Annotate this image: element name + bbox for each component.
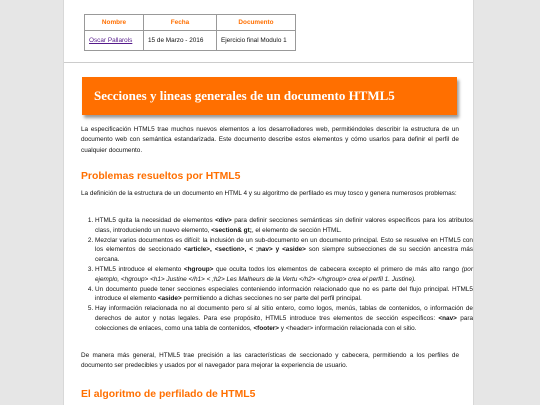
section-heading: El algoritmo de perfilado de HTML5 bbox=[81, 389, 256, 400]
table-row bbox=[85, 31, 296, 51]
section-heading: Problemas resueltos por HTML5 bbox=[81, 171, 241, 182]
section-outro: De manera más general, HTML5 trae precisión a las características de seccionado y cabecera, permitiendo a los perfiles de documento ser predecibles y usados por el navegador para mejorar la experiencia de usuario. bbox=[81, 352, 459, 370]
author-cell bbox=[85, 31, 144, 51]
intro-paragraph: La especificación HTML5 trae muchos nuevos elementos a los desarrolladores web, permitiéndoles describir la estructura de un documento web con semántica estandarizada. Este documento describe estos elementos y cómo usarlos para definir el perfil de cualquier documento. bbox=[81, 126, 459, 154]
page-title: Secciones y lineas generales de un documento HTML5 bbox=[94, 88, 395, 103]
list-item: 3. HTML5 introduce el elemento <hgroup> que oculta todos los elementos de cabecera excepto el primero de más alto rango (por ejemplo, <hgroup> <h1> Justine </h1> < ;h2> Les Malheurs de la Vertu </h2> </hgroup> crea el perfil 1. Justine). bbox=[95, 265, 473, 285]
list-item: 1. HTML5 quita la necesidad de elementos <div> para definir secciones semánticas sin definir valores específicos para los atributos class, introduciendo un nuevo elemento, <section& gt;, el elemento de sección HTML. bbox=[95, 216, 473, 236]
column-header: Nombre bbox=[85, 15, 144, 31]
document-cell: Ejercicio final Modulo 1 bbox=[217, 31, 296, 51]
list-item: 2. Mezclar varios documentos es difícil: la inclusión de un sub-documento en un documento principal. Esto se resuelve en HTML5 con los elementos de seccionado <article>, <section>, < ;nav> y <aside> son siempre subsecciones de su sección ancestra más cercana. bbox=[95, 236, 473, 265]
problems-list bbox=[81, 216, 473, 334]
document-page bbox=[63, 0, 474, 405]
column-header: Fecha bbox=[144, 15, 217, 31]
list-item: 5. Hay información relacionada no al documento pero sí al sitio entero, como logos, menús, tablas de contenidos, o información de derechos de autor y notas legales. Para ese propósito, HTML5 introduce tres elementos de sección específicos: <nav> para colecciones de enlaces, como una tabla de contenidos, <footer> y <header> información relacionada con el sitio. bbox=[95, 304, 473, 333]
section-lead: La definición de la estructura de un documento en HTML 4 y su algoritmo de perfilado es muy tosco y genera numerosos problemas: bbox=[81, 190, 457, 197]
divider bbox=[64, 62, 473, 63]
author-link[interactable]: Oscar Pallarols bbox=[89, 37, 133, 44]
list-item: 4. Un documento puede tener secciones especiales conteniendo información relacionado que no es parte del flujo principal. HTML5 introduce el elemento <aside> permitiendo a dichas secciones no ser parte del perfil principal. bbox=[95, 285, 473, 305]
date-cell: 15 de Marzo - 2016 bbox=[144, 31, 217, 51]
column-header: Documento bbox=[217, 15, 296, 31]
table-header-row bbox=[85, 15, 296, 31]
title-banner bbox=[82, 77, 457, 115]
metadata-table bbox=[84, 14, 296, 51]
